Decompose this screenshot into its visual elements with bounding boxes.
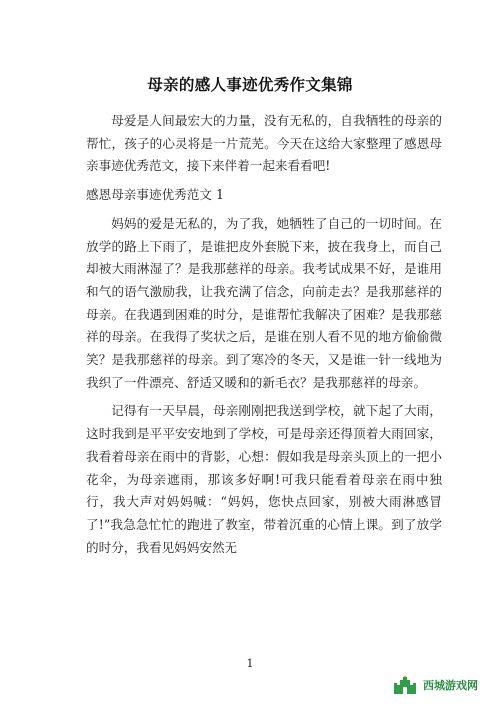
body-paragraph-2: 记得有一天早晨，母亲刚刚把我送到学校，就下起了大雨，这时我到是平平安安地到了学校，可是母亲还得顶着大雨回家，我看着母亲在雨中的背影，心想：假如我是母亲头顶上的一把小花伞，为母亲遮雨，那该多好啊!可我只能看着母亲在雨中独行，我大声对妈妈喊：“妈妈，您快点回家，别被大雨淋感冒了!”我急急忙忙的跑进了教室，带着沉重的心情上课。到了放学的时分，我看见妈妈安然无 (86, 403, 442, 555)
site-watermark (388, 673, 486, 697)
castle-logo-icon (392, 674, 418, 696)
document-body (86, 110, 442, 559)
body-paragraph-1: 妈妈的爱是无私的，为了我，她牺牲了自己的一切时间。在放学的路上下雨了，是谁把皮外套脱下来，披在我身上，而自己却被大雨淋湿了？是我那慈祥的母亲。我考试成果不好，是谁用和气的语气激励我，让我充满了信念，向前走去？是我那慈祥的母亲。在我遇到困难的时分，是谁帮忙我解决了困难？是我那慈祥的母亲。在我得了奖状之后，是谁在别人看不见的地方偷偷微笑？是我那慈祥的母亲。到了寒冷的冬天，又是谁一针一线地为我织了一件漂亮、舒适又暖和的新毛衣？是我那慈祥的母亲。 (86, 215, 442, 390)
document-title: 母亲的感人事迹优秀作文集锦 (147, 76, 353, 94)
intro-paragraph: 母爱是人间最宏大的力量，没有无私的，自我牺牲的母亲的帮忙，孩子的心灵将是一片荒芜。今天在这给大家整理了感恩母亲事迹优秀范文，接下来伴着一起来看看吧! (86, 113, 442, 174)
section-subtitle: 感恩母亲事迹优秀范文 1 (86, 187, 224, 203)
watermark-text: 西城游戏网 (423, 679, 478, 692)
page-number: 1 (246, 657, 254, 670)
